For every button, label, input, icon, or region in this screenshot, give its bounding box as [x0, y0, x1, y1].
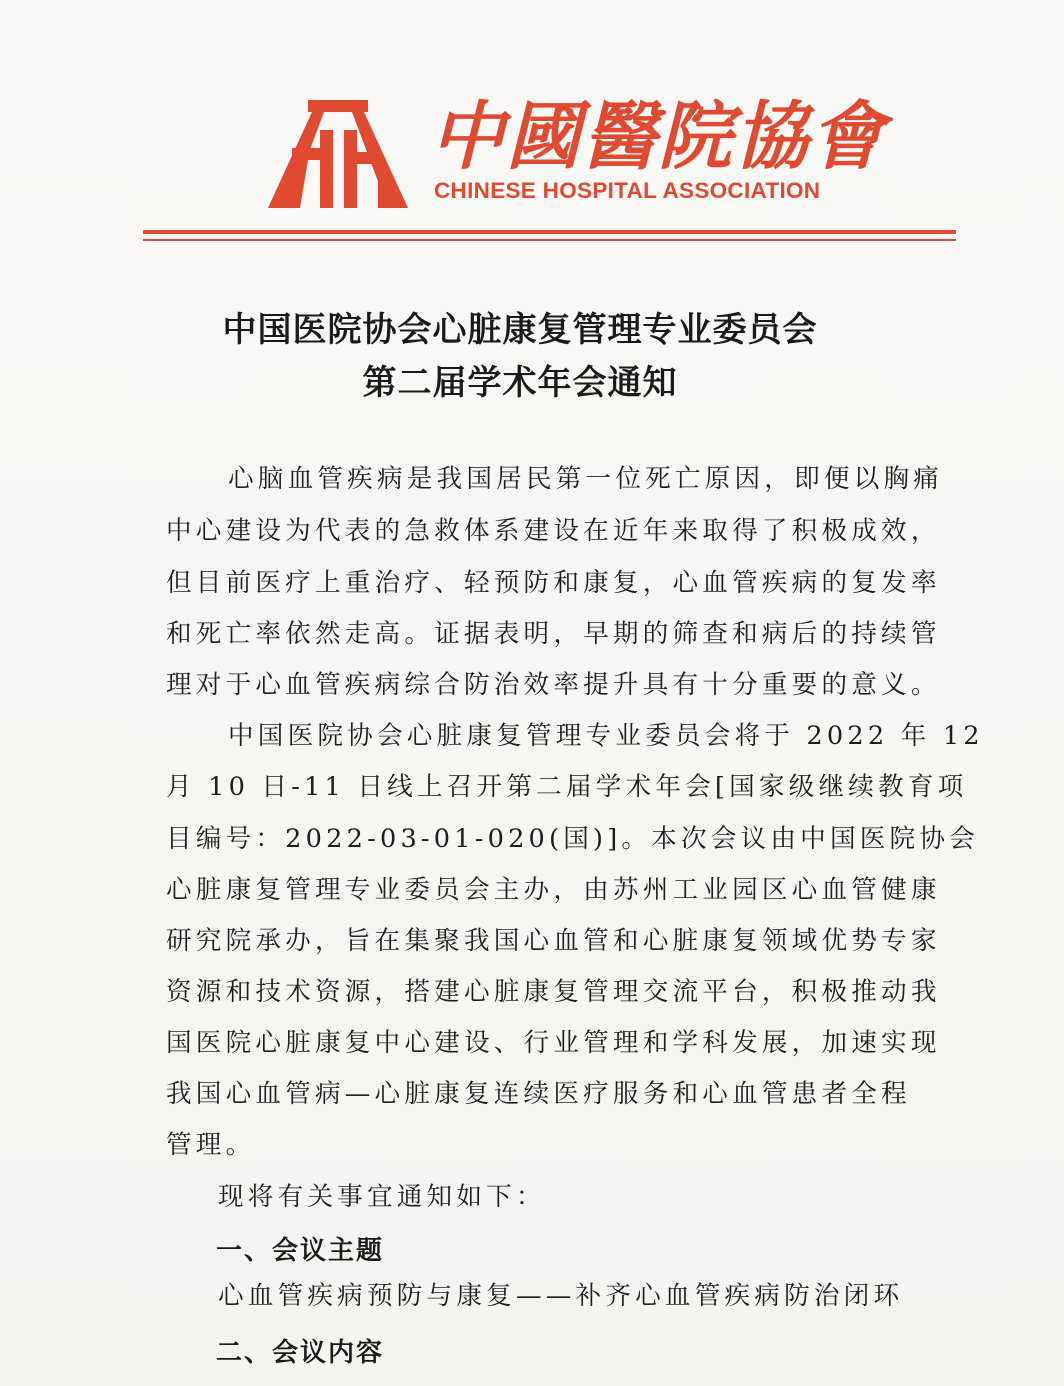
- paragraph-1-line: 中心建设为代表的急救体系建设在近年来取得了积极成效，: [166, 516, 941, 546]
- notice-title-line2: 第二届学术年会通知: [362, 363, 678, 403]
- paragraph-2-line: 中国医院协会心脏康复管理专业委员会将于 2022 年 12: [228, 721, 984, 751]
- org-name-chinese: 中國醫院協會: [430, 94, 886, 180]
- letterhead-rule-thick: [143, 230, 956, 234]
- org-name-english: CHINESE HOSPITAL ASSOCIATION: [434, 178, 821, 203]
- notice-title-line1: 中国医院协会心脏康复管理专业委员会: [222, 310, 818, 350]
- section-1-heading: 一、会议主题: [216, 1236, 385, 1266]
- paragraph-1-line: 但目前医疗上重治疗、轻预防和康复，心血管疾病的复发率: [166, 568, 941, 598]
- letterhead-rule-thin: [143, 239, 956, 241]
- paragraph-2-line: 月 10 日-11 日线上召开第二届学术年会[国家级继续教育项: [166, 772, 968, 802]
- paragraph-2-line: 我国心血管病—心脏康复连续医疗服务和心血管患者全程: [166, 1079, 911, 1109]
- section-1-text: 心血管疾病预防与康复——补齐心血管疾病防治闭环: [218, 1281, 904, 1311]
- paragraph-2-line: 国医院心脏康复中心建设、行业管理和学科发展，加速实现: [166, 1028, 941, 1058]
- section-2-heading: 二、会议内容: [216, 1338, 385, 1368]
- paragraph-2-line: 研究院承办，旨在集聚我国心血管和心脏康复领域优势专家: [166, 926, 941, 956]
- paragraph-1-line: 心脑血管疾病是我国居民第一位死亡原因，即便以胸痛: [228, 464, 944, 494]
- paragraph-1-line: 理对于心血管疾病综合防治效率提升具有十分重要的意义。: [166, 670, 941, 700]
- paragraph-1-line: 和死亡率依然走高。证据表明，早期的筛查和病后的持续管: [166, 619, 941, 649]
- cha-logo-icon: [268, 100, 408, 208]
- paragraph-2-line: 资源和技术资源，搭建心脏康复管理交流平台，积极推动我: [166, 977, 941, 1007]
- paragraph-2-line: 管理。: [166, 1130, 256, 1160]
- paragraph-2-line: 目编号：2022-03-01-020(国)]。本次会议由中国医院协会: [166, 824, 979, 854]
- paragraph-2-line: 心脏康复管理专业委员会主办，由苏州工业园区心血管健康: [166, 875, 941, 905]
- paragraph-3-line: 现将有关事宜通知如下：: [218, 1182, 546, 1212]
- letterhead: [268, 94, 886, 216]
